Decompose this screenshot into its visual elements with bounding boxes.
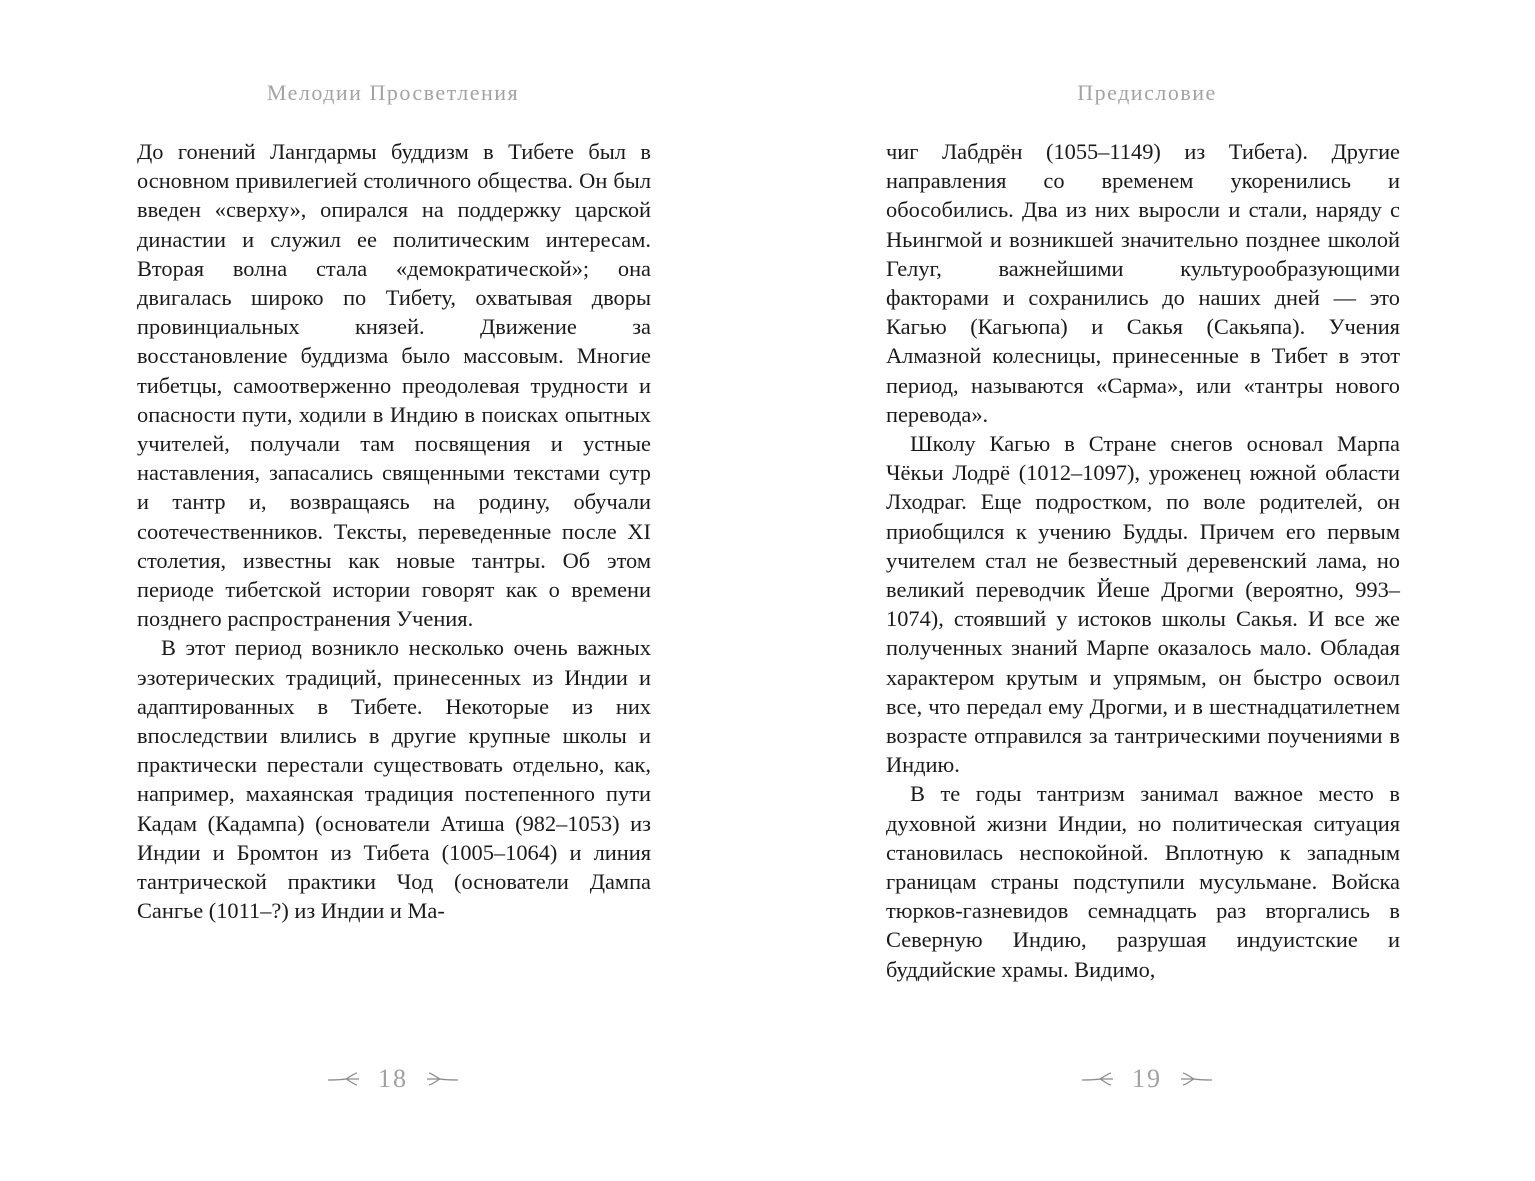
right-paragraph-2: Школу Кагью в Стране снегов основал Марпа Чёкьи Лодрё (1012–1097), уроженец южной области Лходраг. Еще подростком, по воле родителей, он приобщился к учению Будды. Причем его первым учителем стал не безвестный деревенский лама, но великий переводчик Йеше Дрогми (вероятно, 993–1074), стоявший у истоков школы Сакья. И все же полученных знаний Марпе оказалось мало. Обладая характером крутым и упрямым, он быстро освоил все, что передал ему Дрогми, и в шестнадцатилетнем возрасте отправился за тантрическими поучениями в Индию.: [886, 431, 1400, 778]
left-paragraph-1: До гонений Лангдармы буддизм в Тибете был в основном привилегией столичного общества. Он был введен «сверху», опирался на поддержку царской династии и служил ее политическим интересам. Вторая волна стала «демократической»; она двигалась широко по Тибету, охватывая дворы провинциальных князей. Движение за восстановление буддизма было массовым. Многие тибетцы, самоотверженно преодолевая трудности и опасности пути, ходили в Индию в поисках опытных учителей, получали там посвящения и устные наставления, запасались священными текстами сутр и тантр и, возвращаясь на родину, обучали соотечественников. Тексты, переведенные после XI столетия, известны как новые тантры. Об этом периоде тибетской истории говорят как о времени позднего распространения Учения.: [137, 139, 651, 632]
right-paragraph-1: чиг Лабдрён (1055–1149) из Тибета). Другие направления со временем укоренились и обособились. Два из них выросли и стали, наряду с Ньингмой и возникшей значительно позднее школой Гелуг, важнейшими культурообразующими факторами и сохранились до наших дней — это Кагью (Кагьюпа) и Сакья (Сакьяпа). Учения Алмазной колесницы, принесенные в Тибет в этот период, называются «Сарма», или «тантры нового перевода».: [886, 139, 1400, 427]
right-folio: [767, 1064, 1527, 1094]
left-text-block: [137, 137, 651, 925]
left-paragraph-2: В этот период возникло несколько очень важных эзотерических традиций, принесенных из Индии и адаптированных в Тибете. Некоторые из них впоследствии влились в другие крупные школы и практически перестали существовать отдельно, как, например, махаянская традиция постепенного пути Кадам (Кадампа) (основатели Атиша (982–1053) из Индии и Бромтон из Тибета (1005–1064) и линия тантрической практики Чод (основатели Дампа Сангье (1011–?) из Индии и Ма-: [137, 635, 651, 924]
right-page-number: 19: [1132, 1064, 1162, 1093]
left-page: [0, 0, 767, 1181]
left-page-number: 18: [378, 1064, 408, 1093]
right-running-head: Предисловие: [1077, 80, 1217, 105]
left-folio: [0, 1064, 786, 1094]
right-text-block: [886, 137, 1400, 984]
right-paragraph-3: В те годы тантризм занимал важное место в духовной жизни Индии, но политическая ситуация становилась неспокойной. Вплотную к западным границам страны подступили мусульмане. Войска тюрков-газневидов семнадцать раз вторгались в Северную Индию, разрушая индуистские и буддийские храмы. Видимо,: [886, 781, 1400, 982]
left-running-head: Мелодии Просветления: [266, 80, 520, 105]
right-page: [767, 0, 1535, 1181]
right-ornament-icon: [426, 1071, 460, 1087]
left-ornament-icon: [1080, 1071, 1114, 1087]
right-ornament-icon: [1180, 1071, 1214, 1087]
left-ornament-icon: [326, 1071, 360, 1087]
